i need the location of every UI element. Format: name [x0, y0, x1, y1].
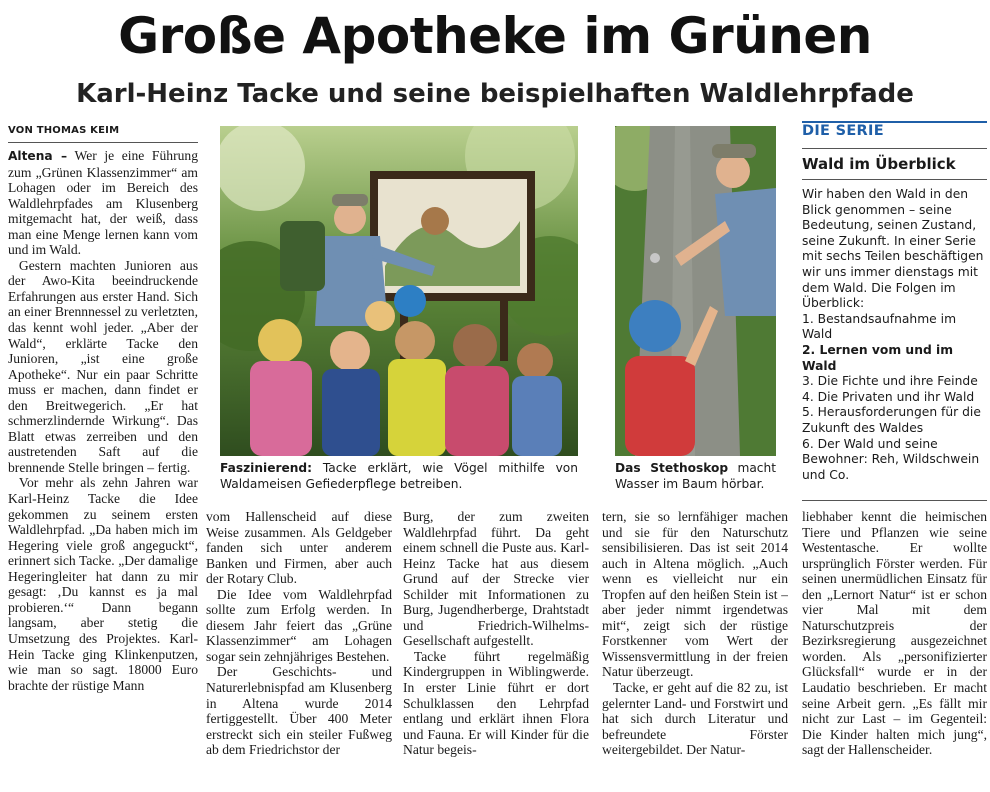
headline: Große Apotheke im Grünen — [118, 7, 872, 65]
article-text: Wer je eine Führung zum „Grünen Klassenzimmer“ am Lohagen oder im Bereich des Waldlehrpfades am Klusenberg mitgemacht hat, der weiß, dass man eine Menge lernen kann vom und im Wald. — [8, 148, 198, 258]
subheadline: Karl-Heinz Tacke und seine beispielhaften Waldlehrpfade — [76, 79, 914, 109]
serie-bottom-rule — [802, 500, 987, 501]
caption-text: macht Wasser im Baum hörbar. — [615, 461, 777, 491]
article-paragraph: Der Geschichts- und Naturerlebnispfad am Klusenberg in Altena wurde 2014 fertiggestellt. Über 400 Meter erstreckt sich ein steiler Fußweg ab dem Friedrichstor der — [206, 664, 392, 758]
article-column-3 — [403, 509, 589, 784]
serie-title: Wald im Überblick — [802, 155, 956, 173]
main-photo — [220, 126, 578, 456]
article-column-1 — [8, 148, 198, 784]
serie-list-item: 4. Die Privaten und ihr Wald — [802, 389, 975, 404]
article-paragraph: Tacke führt regelmäßig Kindergruppen in Wiblingwerde. In erster Linie führt er dort Schulklassen den Lehrpfad entlang und erklärt ihnen Flora und Fauna. Er will Kinder für die Natur begeis- — [403, 648, 589, 758]
serie-title-rule — [802, 179, 987, 180]
second-photo-caption — [615, 460, 776, 492]
byline: VON THOMAS KEIM — [8, 125, 120, 136]
serie-list-item: 5. Herausforderungen für die Zukunft des Waldes — [802, 405, 981, 435]
dateline: Altena – — [8, 149, 68, 163]
caption-lead: Das Stethoskop — [615, 461, 729, 475]
article-paragraph — [8, 148, 198, 258]
serie-kicker: DIE SERIE — [802, 123, 884, 139]
serie-kicker-rule — [802, 148, 987, 149]
caption-lead: Faszinierend: — [220, 461, 313, 475]
serie-list-item: 1. Bestandsaufnahme im Wald — [802, 311, 957, 342]
article-paragraph: Burg, der zum zweiten Waldlehrpfad führt. Da geht einem schnell die Puste aus. Karl-Heinz Tacke hat aus diesem Grund auf der Strecke vier Schilder mit Informationen zu Burg, Jugendherberge, Drahtstadt und Friedrich-Wilhelms-Gesellschaft aufgestellt. — [403, 509, 589, 649]
second-photo — [615, 126, 776, 456]
article-paragraph: Gestern machten Junioren aus der Awo-Kita beeindruckende Erfahrungen aus erster Hand. Sich an einer Brennnessel zu verletzten, das kennt wohl jeder. „Aber der Wald“, erklärte Tacke den Junioren, „ist eine große Apotheke“. Nur ein paar Schritte muss er machen, dann findet er den Breitwegerich. „Er hat schmerzlindernde Wirkung“. Das Blatt etwas zerreiben und den austretenden Saft auf die brennende Stelle bringen – fertig. — [8, 257, 198, 475]
byline-rule — [8, 142, 198, 143]
article-paragraph: liebhaber kennt die heimischen Tiere und Pflanzen wie seine Westentasche. Er wollte ursprünglich Förster werden. Für seinen unermüdlichen Einsatz für den „Lernort Natur“ ist er schon vier Mal mit dem Naturschutzpreis der Bezirksregierung ausgezeichnet worden. Als „personifizierter Glücksfall“ wurde er in der Laudatio beschrieben. Er macht seine Arbeit gern. „Es fällt mir nicht zur Last – im Gegenteil: Die Kinder halten mich jung“, sagt der Hallenscheider. — [802, 509, 987, 758]
article-paragraph: tern, sie so lernfähiger machen und sie für den Naturschutz sensibilisieren. Das ist seit 2014 auch in Altena möglich. „Auch wenn es vielleicht nur ein Tropfen auf den heißen Stein ist – aber jeder nimmt irgendetwas mit“, zeigt sich der rüstige Forstkenner vom Wert der Wissensvermittlung in der freien Natur überzeugt. — [602, 509, 788, 680]
serie-list-item-current: 2. Lernen vom und im Wald — [802, 342, 954, 373]
serie-intro: Wir haben den Wald in den Blick genommen – seine Bedeutung, seinen Zustand, seine Zukunft. In einer Serie mit sechs Teilen beschäftigen wir uns immer dienstags mit dem Wald. Die Folgen im Überblick: — [802, 187, 984, 311]
serie-list — [802, 312, 987, 484]
serie-box — [802, 187, 987, 483]
article-paragraph: Tacke, er geht auf die 82 zu, ist gelernter Land- und Forstwirt und hat sich durch Literatur und befreundete Förster weitergebildet. Der Natur- — [602, 680, 788, 758]
article-column-5 — [802, 509, 987, 784]
serie-list-item: 6. Der Wald und seine Bewohner: Reh, Wildschwein und Co. — [802, 436, 980, 482]
main-photo-caption — [220, 460, 578, 492]
article-paragraph: vom Hallenscheid auf diese Weise zusammen. Als Geldgeber fanden sich unter anderem Banken und Firmen, aber auch der Rotary Club. — [206, 509, 392, 587]
caption-text: Tacke erklärt, wie Vögel mithilfe von Waldameisen Gefiederpflege betreiben. — [220, 461, 578, 491]
article-column-4 — [602, 509, 788, 784]
article-paragraph: Die Idee vom Waldlehrpfad sollte zum Erfolg werden. In diesem Jahr feiert das „Grüne Klassenzimmer“ am Lohagen sogar sein zehnjähriges Bestehen. — [206, 586, 392, 664]
serie-list-item: 3. Die Fichte und ihre Feinde — [802, 374, 978, 389]
article-column-2 — [206, 509, 392, 784]
article-paragraph: Vor mehr als zehn Jahren war Karl-Heinz Tacke die Idee gekommen zu seinem ersten Waldlehrpfad. „Da haben mich im Hegering viele groß angeguckt“, erinnert sich Tacke. „Der damalige Hegeringleiter hat dann zu mir gesagt: ‚Du kannst es ja mal probieren.‘“ Dann begann langsam, aber stetig die Umsetzung des Projektes. Karl-Hein Tacke ging Klinkenputzen, wie man so sagt. 18000 Euro brachte der rüstige Mann — [8, 475, 198, 693]
